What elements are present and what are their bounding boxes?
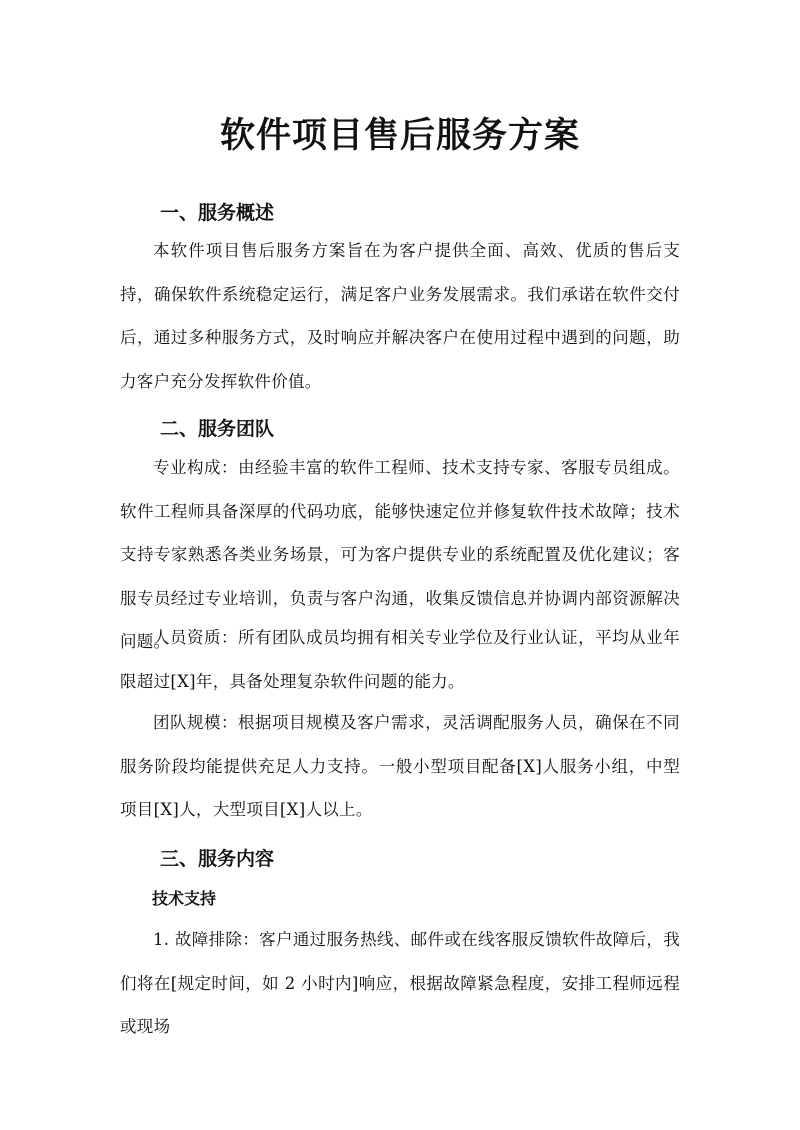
team-composition-paragraph: 专业构成：由经验丰富的软件工程师、技术支持专家、客服专员组成。软件工程师具备深厚的代码功底，能够快速定位并修复软件技术故障；技术支持专家熟悉各类业务场景，可为客户提供专业的系统配置及优化建议；客服专员经过专业培训，负责与客户沟通，收集反馈信息并协调内部资源解决问题。 [120, 458, 680, 651]
subheading-tech-support: 技术支持 [152, 889, 217, 908]
troubleshooting-paragraph: 1. 故障排除：客户通过服务热线、邮件或在线客服反馈软件故障后，我们将在[规定时间，如 2 小时内]响应，根据故障紧急程度，安排工程师远程或现场 [120, 930, 680, 1036]
section-heading-service-content: 三、服务内容 [160, 848, 275, 870]
document-title: 软件项目售后服务方案 [219, 116, 580, 156]
team-qualification-paragraph: 人员资质：所有团队成员均拥有相关专业学位及行业认证，平均从业年限超过[X]年，具备处理复杂软件问题的能力。 [120, 628, 680, 691]
team-scale-paragraph: 团队规模：根据项目规模及客户需求，灵活调配服务人员，确保在不同服务阶段均能提供充足人力支持。一般小型项目配备[X]人服务小组，中型项目[X]人，大型项目[X]人以上。 [120, 713, 680, 819]
section-heading-team: 二、服务团队 [160, 418, 275, 440]
section-heading-overview: 一、服务概述 [160, 202, 275, 224]
overview-paragraph: 本软件项目售后服务方案旨在为客户提供全面、高效、优质的售后支持，确保软件系统稳定运行，满足客户业务发展需求。我们承诺在软件交付后，通过多种服务方式，及时响应并解决客户在使用过程中遇到的问题，助力客户充分发挥软件价值。 [120, 241, 680, 391]
